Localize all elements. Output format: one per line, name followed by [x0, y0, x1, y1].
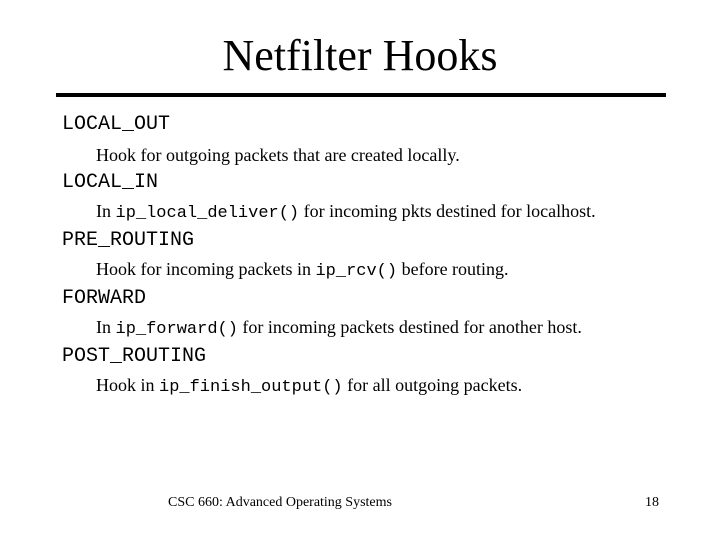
hook-desc-local-in	[96, 200, 596, 225]
desc-text: In	[96, 317, 116, 337]
desc-code: ip_forward()	[115, 320, 238, 339]
desc-code: ip_rcv()	[315, 262, 398, 281]
desc-text: before routing.	[397, 259, 509, 279]
desc-text: Hook for incoming packets in	[96, 259, 316, 279]
hook-name-post-routing: POST_ROUTING	[62, 345, 207, 368]
desc-code: ip_finish_output()	[159, 378, 343, 397]
hook-desc-forward	[96, 316, 582, 341]
hook-desc-local-out	[96, 144, 460, 169]
desc-text: for incoming packets destined for another host.	[237, 317, 582, 337]
title-divider	[56, 93, 666, 97]
hook-name-local-out: LOCAL_OUT	[62, 113, 171, 136]
hook-name-pre-routing: PRE_ROUTING	[62, 229, 195, 252]
page-number: 18	[645, 495, 659, 510]
footer-course-title: CSC 660: Advanced Operating Systems	[168, 495, 392, 510]
hook-desc-post-routing	[96, 374, 522, 399]
desc-text: for all outgoing packets.	[342, 375, 523, 395]
slide-title: Netfilter Hooks	[222, 31, 498, 80]
desc-text: for incoming pkts destined for localhost.	[299, 201, 596, 221]
hook-desc-pre-routing	[96, 258, 509, 283]
hook-name-forward: FORWARD	[62, 287, 147, 310]
desc-text: In	[96, 201, 116, 221]
hook-name-local-in: LOCAL_IN	[62, 171, 159, 194]
desc-text: Hook in	[96, 375, 159, 395]
desc-code: ip_local_deliver()	[115, 204, 300, 223]
desc-text: Hook for outgoing packets that are created locally.	[96, 145, 460, 165]
